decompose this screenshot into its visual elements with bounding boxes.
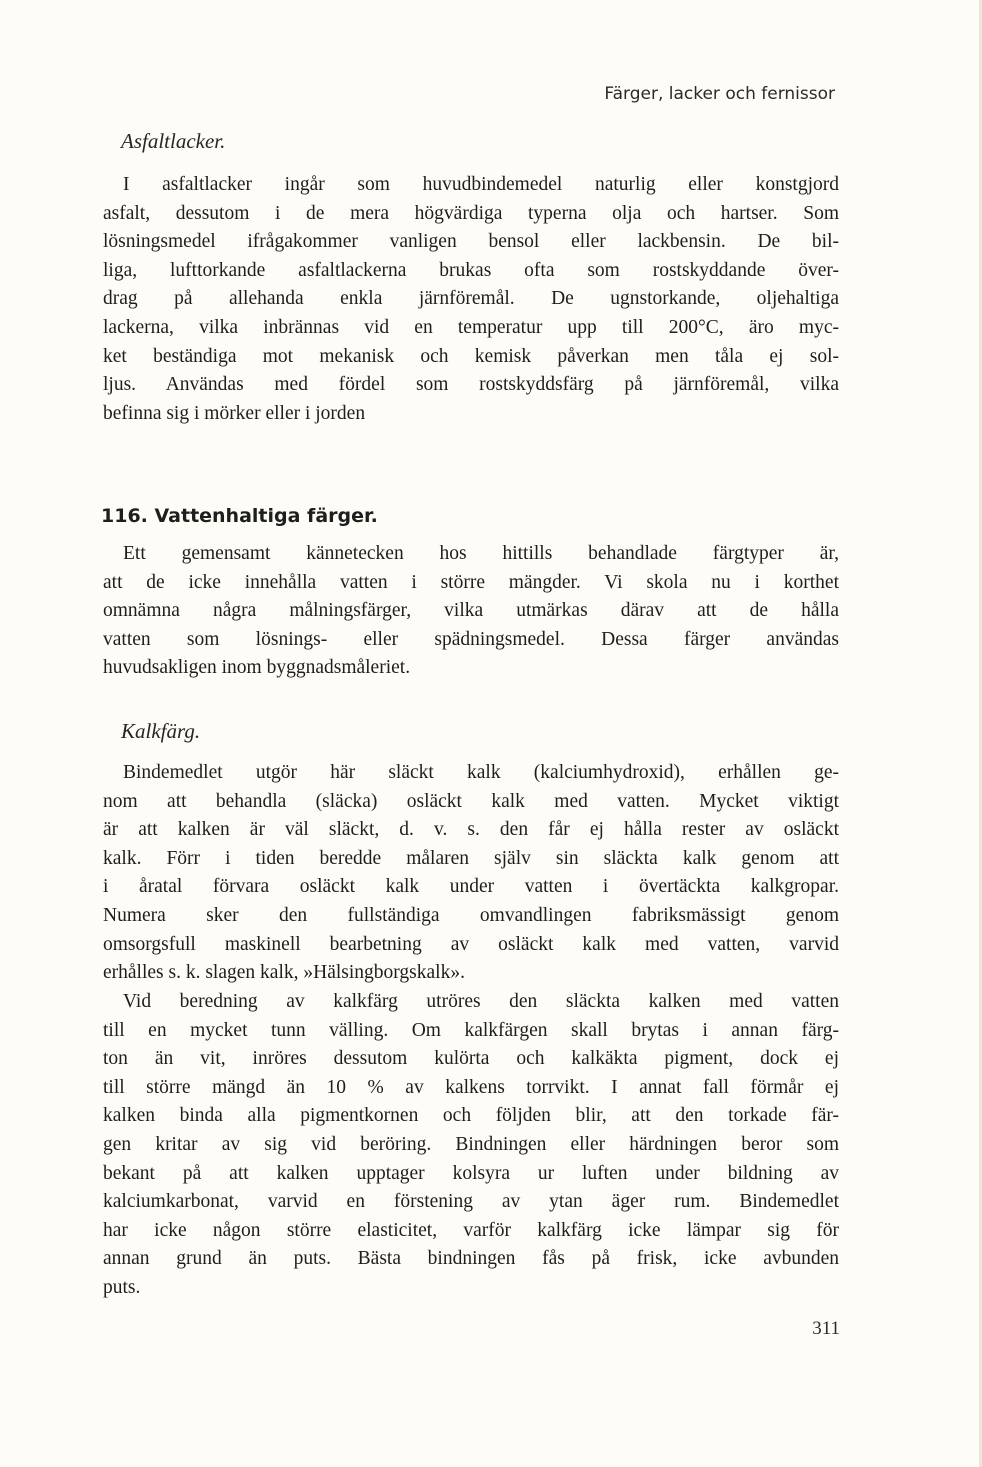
text-line: Ett gemensamt kännetecken hos hittills behandlade färgtyper är,	[123, 543, 839, 564]
text-line: annan grund än puts. Bästa bindningen fås på frisk, icke avbunden	[103, 1248, 839, 1270]
running-head: Färger, lacker och fernissor	[604, 84, 835, 104]
text-line: ket beständiga mot mekanisk och kemisk påverkan men tåla ej sol-	[103, 345, 839, 367]
text-line: kalken binda alla pigmentkornen och följden blir, att den torkade fär-	[103, 1105, 839, 1127]
text-line: Bindemedlet utgör här släckt kalk (kalciumhydroxid), erhållen ge-	[123, 762, 839, 783]
subheading-asfaltlacker: Asfaltlacker.	[121, 129, 226, 153]
text-line: gen kritar av sig vid beröring. Bindningen eller härdningen beror som	[103, 1133, 839, 1155]
paragraph-kalkfarg-1	[103, 759, 839, 988]
text-line: lackerna, vilka inbrännas vid en temperatur upp till 200°C, äro myc-	[103, 316, 839, 338]
section-heading-116: 116. Vattenhaltiga färger.	[101, 505, 378, 527]
text-line: Vid beredning av kalkfärg utröres den släckta kalken med vatten	[123, 991, 839, 1012]
text-line: kalciumkarbonat, varvid en förstening av ytan äger rum. Bindemedlet	[103, 1191, 839, 1213]
text-line: att de icke innehålla vatten i större mängder. Vi skola nu i korthet	[103, 571, 839, 593]
subheading-kalkfarg: Kalkfärg.	[121, 719, 201, 743]
text-line: är att kalken är väl släckt, d. v. s. den får ej hålla rester av osläckt	[103, 819, 839, 841]
text-line: befinna sig i mörker eller i jorden	[103, 402, 366, 424]
text-line: I asfaltlacker ingår som huvudbindemedel naturlig eller konstgjord	[123, 174, 839, 195]
text-line: drag på allehanda enkla järnföremål. De ugnstorkande, oljehaltiga	[103, 288, 839, 310]
text-line: ton än vit, inröres dessutom kulörta och kalkäkta pigment, dock ej	[103, 1048, 839, 1070]
text-line: Numera sker den fullständiga omvandlingen fabriksmässigt genom	[103, 904, 839, 926]
text-line: ljus. Användas med fördel som rostskyddsfärg på järnföremål, vilka	[103, 374, 839, 396]
paragraph-kalkfarg-2	[103, 988, 839, 1303]
text-line: till större mängd än 10 % av kalkens torrvikt. I annat fall förmår ej	[103, 1076, 839, 1098]
paragraph-asfaltlacker	[103, 171, 839, 428]
text-line: omnämna några målningsfärger, vilka utmärkas därav att de hålla	[103, 600, 839, 622]
text-line: i åratal förvara osläckt kalk under vatten i övertäckta kalkgropar.	[103, 876, 839, 898]
text-line: lösningsmedel ifrågakommer vanligen bensol eller lackbensin. De bil-	[103, 231, 839, 253]
paragraph-vattenhaltiga	[103, 540, 839, 683]
page-number: 311	[812, 1318, 840, 1339]
text-line: liga, lufttorkande asfaltlackerna brukas ofta som rostskyddande över-	[103, 259, 839, 281]
text-line: bekant på att kalken upptager kolsyra ur luften under bildning av	[103, 1162, 839, 1184]
text-line: nom att behandla (släcka) osläckt kalk med vatten. Mycket viktigt	[103, 790, 839, 812]
text-line: omsorgsfull maskinell bearbetning av osläckt kalk med vatten, varvid	[103, 933, 839, 955]
text-line: har icke någon större elasticitet, varför kalkfärg icke lämpar sig för	[103, 1219, 839, 1241]
text-line: asfalt, dessutom i de mera högvärdiga typerna olja och hartser. Som	[103, 202, 839, 224]
text-line: erhålles s. k. slagen kalk, »Hälsingborgskalk».	[103, 962, 465, 984]
text-line: till en mycket tunn välling. Om kalkfärgen skall brytas i annan färg-	[103, 1019, 839, 1041]
text-line: vatten som lösnings- eller spädningsmedel. Dessa färger användas	[103, 628, 839, 650]
text-line: huvudsakligen inom byggnadsmåleriet.	[103, 657, 411, 679]
text-line: kalk. Förr i tiden beredde målaren själv sin släckta kalk genom att	[103, 847, 839, 869]
text-line: puts.	[103, 1276, 141, 1298]
